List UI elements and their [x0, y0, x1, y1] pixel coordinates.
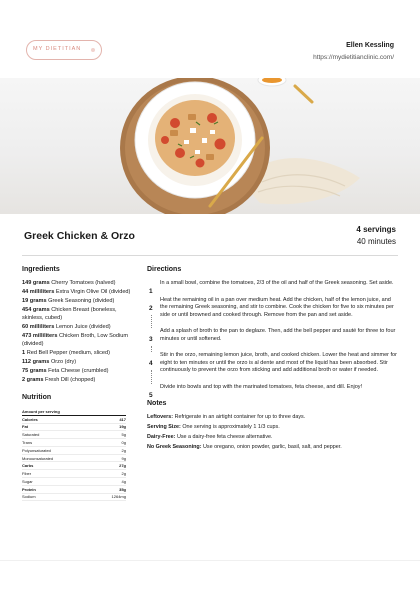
recipe-photo: [0, 78, 420, 214]
notes-section: [147, 400, 398, 452]
footer-rule: [0, 560, 420, 561]
ingredient-qty: 60 milliliters: [22, 324, 55, 331]
ingredient-item: [22, 324, 134, 332]
nutrition-heading: Nutrition: [22, 393, 52, 401]
nutrient-name: Sodium: [22, 493, 93, 501]
nutrient-name: Protein: [22, 485, 93, 493]
step-text: In a small bowl, combine the tomatoes, 2/3 of the oil and half of the Greek seasoning. Set aside.: [160, 280, 394, 286]
ingredient-list: [22, 280, 134, 385]
step-number: 2: [149, 304, 153, 312]
nutrient-name: Monounsaturated: [22, 454, 93, 462]
author-name: Ellen Kessling: [346, 42, 394, 49]
nutrient-value: 4g: [93, 477, 126, 485]
nutrient-value: 27g: [93, 462, 126, 470]
nutrient-value: 9g: [93, 454, 126, 462]
ingredient-name: Greek Seasoning (divided): [48, 298, 115, 305]
nutrition-row: [22, 431, 126, 439]
note-item: [147, 444, 398, 452]
ingredient-name: Red Bell Pepper (medium, sliced): [26, 349, 111, 356]
note-label: Leftovers:: [147, 414, 174, 420]
step-connector: [151, 315, 152, 329]
note-item: [147, 434, 398, 442]
brand-logo[interactable]: [26, 40, 102, 60]
nutrition-row: [22, 439, 126, 447]
ingredient-item: [22, 333, 134, 348]
ingredient-qty: 19 grams: [22, 298, 47, 305]
step-text: Divide into bowls and top with the marinated tomatoes, feta cheese, and dill. Enjoy!: [160, 383, 363, 390]
ingredient-item: [22, 289, 134, 297]
ingredient-qty: 112 grams: [22, 359, 50, 366]
nutrient-value: 2g: [93, 446, 126, 454]
nutrient-name: Sugar: [22, 477, 93, 485]
ingredient-item: [22, 368, 134, 376]
ingredient-name: Lemon Juice (divided): [55, 324, 111, 331]
nutrient-value: 19g: [93, 423, 126, 431]
ingredient-name: Chicken Breast (boneless, skinless, cubed): [22, 307, 117, 321]
step-connector: [151, 370, 152, 384]
section-divider: [22, 255, 398, 256]
ingredients-heading: Ingredients: [22, 266, 60, 273]
nutrient-value: 35g: [93, 485, 126, 493]
note-item: [147, 414, 398, 422]
nutrient-name: Carbs: [22, 462, 93, 470]
note-item: [147, 424, 398, 432]
nutrient-value: 0g: [93, 439, 126, 447]
direction-step: [147, 383, 398, 399]
nutrition-row: [22, 493, 126, 501]
nutrient-name: Calories: [22, 415, 93, 423]
nutrition-header-label: Amount per serving: [22, 408, 126, 415]
dish-illustration: [0, 78, 420, 214]
step-text: Add a splash of broth to the pan to deglaze. Then, add the bell pepper and sauté for three to four minutes or until softened.: [160, 328, 396, 342]
nutrition-table: [22, 408, 126, 501]
step-text: Heat the remaining oil in a pan over medium heat. Add the chicken, half of the lemon juice, and the remaining Greek seasoning, and stir to combine. Cook the chicken for five to six minutes per side or until browned and cooked through. Remove from the pan and set aside.: [160, 296, 394, 318]
nutrition-row: [22, 446, 126, 454]
ingredient-qty: 2 grams: [22, 377, 44, 384]
note-text: Refrigerate in an airtight container for up to three days.: [174, 414, 306, 420]
direction-step: [147, 297, 398, 320]
ingredients-column: [22, 266, 134, 501]
nutrition-row: [22, 485, 126, 493]
directions-heading: Directions: [147, 266, 182, 273]
nutrition-row: [22, 423, 126, 431]
notes-heading: Notes: [147, 400, 167, 407]
nutrition-header-row: [22, 408, 126, 415]
nutrition-row: [22, 454, 126, 462]
ingredient-qty: 454 grams: [22, 307, 50, 314]
ingredient-name: Chicken Broth, Low Sodium (divided): [22, 333, 129, 347]
ingredient-item: [22, 350, 134, 358]
ingredient-qty: 1: [22, 349, 26, 356]
note-label: Dairy-Free:: [147, 434, 176, 440]
nutrient-value: 417: [93, 415, 126, 423]
website-link[interactable]: https://mydietitianclinic.com/: [313, 54, 394, 61]
recipe-title: Greek Chicken & Orzo: [24, 230, 135, 242]
nutrient-name: Trans: [22, 439, 93, 447]
ingredient-qty: 44 milliliters: [22, 289, 55, 296]
ingredient-item: [22, 298, 134, 306]
ingredient-item: [22, 377, 134, 385]
step-number: 1: [149, 288, 153, 295]
direction-step: [147, 352, 398, 375]
ingredient-name: Cherry Tomatoes (halved): [51, 280, 116, 286]
step-number: 4: [149, 360, 153, 367]
nutrition-row: [22, 462, 126, 470]
nutrient-value: 1264mg: [93, 493, 126, 501]
ingredient-name: Extra Virgin Olive Oil (divided): [55, 289, 131, 296]
step-number: 5: [149, 391, 153, 399]
direction-step: [147, 280, 398, 295]
nutrition-row: [22, 470, 126, 478]
nutrient-name: Polyunsaturated: [22, 446, 93, 454]
logo-dot-icon: [91, 48, 95, 52]
ingredient-qty: 149 grams: [22, 280, 50, 286]
ingredient-name: Orzo (dry): [50, 359, 77, 366]
note-text: One serving is approximately 1 1/3 cups.: [182, 424, 280, 430]
ingredient-item: [22, 307, 134, 322]
nutrition-section: [22, 394, 134, 501]
nutrient-value: 5g: [93, 431, 126, 439]
nutrient-name: Fat: [22, 423, 93, 431]
logo-text: MY DIETITIAN: [33, 46, 82, 52]
ingredient-item: [22, 359, 134, 367]
note-label: Serving Size:: [147, 424, 181, 430]
nutrient-name: Saturated: [22, 431, 93, 439]
note-text: Use a dairy-free feta cheese alternative.: [176, 434, 273, 440]
ingredient-item: [22, 280, 134, 288]
page-header: [0, 0, 420, 78]
nutrition-row: [22, 477, 126, 485]
nutrient-value: 2g: [93, 470, 126, 478]
ingredient-name: Feta Cheese (crumbled): [48, 368, 109, 375]
direction-step: [147, 328, 398, 343]
directions-list: [147, 280, 398, 399]
step-number: 3: [149, 336, 153, 343]
total-time: 40 minutes: [356, 237, 396, 246]
note-label: No Greek Seasoning:: [147, 444, 202, 450]
nutrient-name: Fiber: [22, 470, 93, 478]
ingredient-qty: 473 milliliters: [22, 333, 58, 340]
step-text: Stir in the orzo, remaining lemon juice, broth, and cooked chicken. Lower the heat and simmer for eight to ten minutes or until the orzo is al dente and most of the liquid has been absorbed. Stir continuously to prevent the orzo from sticking and add additional broth or water if needed.: [160, 352, 397, 373]
directions-column: [147, 266, 398, 454]
ingredient-name: Fresh Dill (chopped): [45, 377, 96, 384]
servings-count: 4 servings: [356, 225, 396, 234]
ingredient-qty: 75 grams: [22, 368, 47, 375]
note-text: Use oregano, onion powder, garlic, basil, salt, and pepper.: [203, 444, 342, 450]
nutrition-row: [22, 415, 126, 423]
